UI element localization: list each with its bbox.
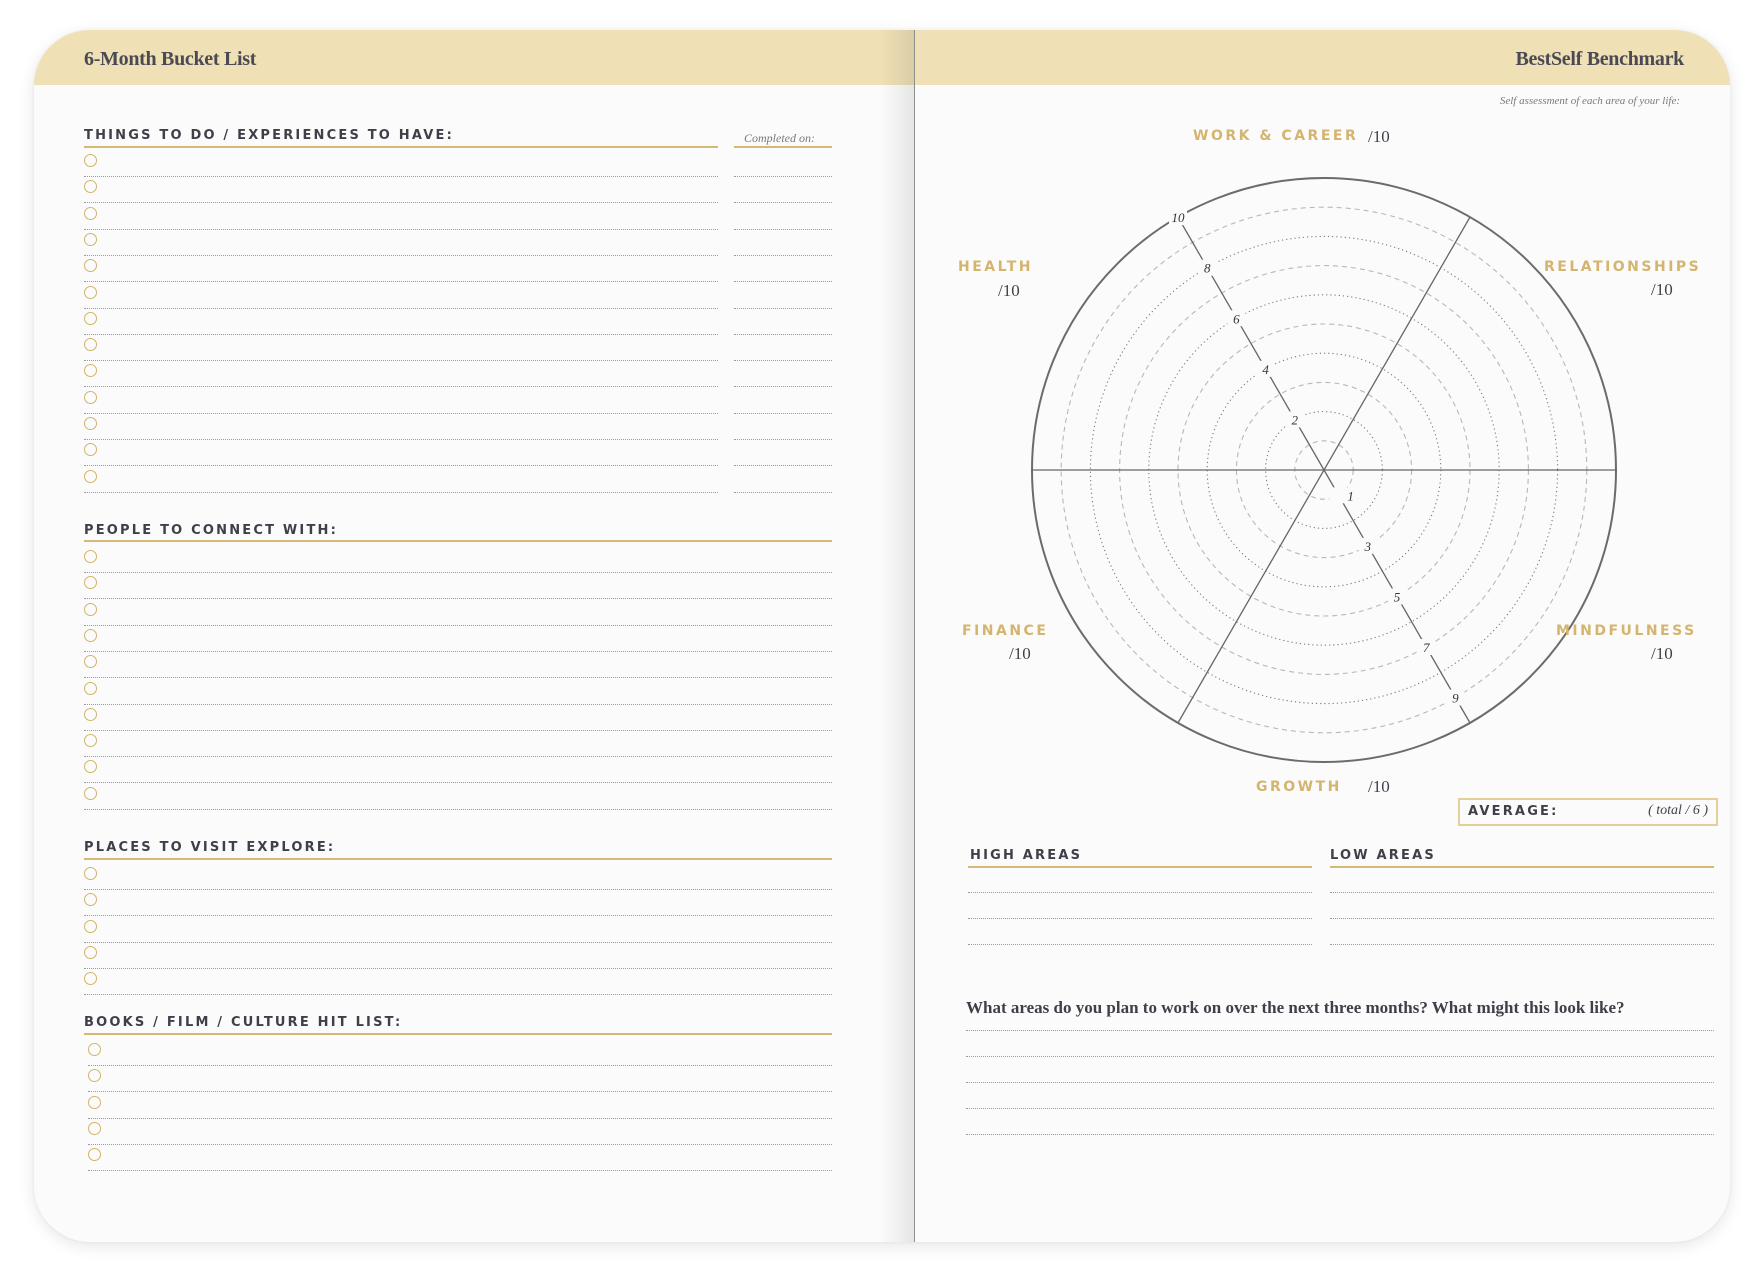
low-area-line[interactable] — [1330, 918, 1714, 919]
checkbox-circle[interactable] — [84, 946, 97, 959]
completed-on-label: Completed on: — [744, 131, 815, 145]
wheel-axis-upper-left — [1178, 217, 1324, 470]
completed-line — [734, 492, 832, 493]
checklist-row[interactable] — [84, 335, 832, 361]
scale-tick-9: 9 — [1452, 690, 1459, 706]
checkbox-circle[interactable] — [84, 391, 97, 404]
checkbox-circle[interactable] — [88, 1122, 101, 1135]
write-line — [84, 492, 718, 493]
section-rule — [84, 146, 718, 148]
scale-tick-6: 6 — [1233, 311, 1240, 327]
checklist-row[interactable] — [84, 600, 832, 626]
write-line — [84, 809, 832, 810]
wheel-label-health: HEALTH — [958, 259, 1033, 275]
checklist-row[interactable] — [84, 204, 832, 230]
checkbox-circle[interactable] — [84, 443, 97, 456]
checkbox-circle[interactable] — [84, 629, 97, 642]
answer-line[interactable] — [966, 1134, 1714, 1135]
life-wheel-chart — [1014, 160, 1634, 780]
checklist-row[interactable] — [84, 547, 832, 573]
checkbox-circle[interactable] — [88, 1096, 101, 1109]
score-finance: /10 — [1009, 644, 1031, 663]
checklist-row[interactable] — [84, 573, 832, 599]
checkbox-circle[interactable] — [84, 180, 97, 193]
checkbox-circle[interactable] — [84, 233, 97, 246]
checklist-row[interactable] — [84, 864, 832, 890]
wheel-label-work-career: WORK & CAREER — [1193, 128, 1359, 144]
section-title-things-to-do: THINGS TO DO / EXPERIENCES TO HAVE: — [84, 128, 454, 143]
checklist-row[interactable] — [84, 256, 832, 282]
checkbox-circle[interactable] — [84, 207, 97, 220]
checkbox-circle[interactable] — [84, 576, 97, 589]
checklist-row[interactable] — [84, 440, 832, 466]
checklist-row[interactable] — [84, 177, 832, 203]
score-work-career: /10 — [1368, 127, 1390, 146]
checklist-row[interactable] — [84, 917, 832, 943]
scale-tick-7: 7 — [1422, 640, 1430, 656]
page-header-band — [34, 30, 1730, 85]
checkbox-circle[interactable] — [84, 920, 97, 933]
spine-line — [914, 30, 915, 1242]
checkbox-circle[interactable] — [84, 867, 97, 880]
score-relationships: /10 — [1651, 280, 1673, 299]
wheel-label-mindfulness: MINDFULNESS — [1556, 623, 1697, 639]
answer-line[interactable] — [966, 1056, 1714, 1057]
scale-tick-1: 1 — [1347, 488, 1354, 504]
planning-question: What areas do you plan to work on over the next three months? What might this look like? — [966, 998, 1625, 1017]
checkbox-circle[interactable] — [84, 417, 97, 430]
checklist-row[interactable] — [84, 151, 832, 177]
checklist-row[interactable] — [84, 283, 832, 309]
high-area-line[interactable] — [968, 944, 1312, 945]
checkbox-circle[interactable] — [84, 682, 97, 695]
average-note: ( total / 6 ) — [1648, 803, 1708, 818]
section-title-books: BOOKS / FILM / CULTURE HIT LIST: — [84, 1015, 403, 1030]
score-mindfulness: /10 — [1651, 644, 1673, 663]
answer-line[interactable] — [966, 1030, 1714, 1031]
wheel-label-relationships: RELATIONSHIPS — [1544, 259, 1702, 275]
checklist-row[interactable] — [84, 943, 832, 969]
checkbox-circle[interactable] — [84, 972, 97, 985]
notebook-spread — [34, 30, 1730, 1242]
checklist-row[interactable] — [84, 414, 832, 440]
wheel-label-finance: FINANCE — [962, 623, 1049, 639]
scale-tick-8: 8 — [1203, 260, 1211, 276]
checkbox-circle[interactable] — [84, 550, 97, 563]
checkbox-circle[interactable] — [84, 286, 97, 299]
checkbox-circle[interactable] — [88, 1069, 101, 1082]
low-area-line[interactable] — [1330, 944, 1714, 945]
answer-line[interactable] — [966, 1082, 1714, 1083]
checklist-row[interactable] — [88, 1093, 832, 1119]
high-area-line[interactable] — [968, 918, 1312, 919]
checklist-row[interactable] — [84, 361, 832, 387]
checklist-row[interactable] — [84, 731, 832, 757]
checkbox-circle[interactable] — [84, 734, 97, 747]
high-area-line[interactable] — [968, 892, 1312, 893]
checkbox-circle[interactable] — [84, 603, 97, 616]
checkbox-circle[interactable] — [84, 154, 97, 167]
checklist-row[interactable] — [88, 1040, 832, 1066]
page-gutter — [880, 30, 914, 1242]
checkbox-circle[interactable] — [84, 655, 97, 668]
checklist-row[interactable] — [84, 969, 832, 995]
checklist-row[interactable] — [84, 652, 832, 678]
checklist-row[interactable] — [84, 890, 832, 916]
write-line — [84, 994, 832, 995]
left-page-title: 6-Month Bucket List — [84, 48, 257, 70]
checklist-row[interactable] — [84, 784, 832, 810]
checklist-row[interactable] — [84, 679, 832, 705]
low-area-line[interactable] — [1330, 892, 1714, 893]
checklist-row[interactable] — [88, 1119, 832, 1145]
benchmark-subtitle: Self assessment of each area of your life: — [1499, 95, 1680, 107]
checklist-row[interactable] — [84, 230, 832, 256]
checkbox-circle[interactable] — [88, 1043, 101, 1056]
checklist-row[interactable] — [88, 1145, 832, 1171]
scale-tick-5: 5 — [1393, 589, 1401, 605]
section-title-places: PLACES TO VISIT EXPLORE: — [84, 840, 336, 855]
section-rule — [84, 858, 832, 860]
checkbox-circle[interactable] — [84, 338, 97, 351]
checklist-row[interactable] — [84, 309, 832, 335]
checkbox-circle[interactable] — [84, 312, 97, 325]
average-box[interactable] — [1458, 798, 1718, 826]
answer-line[interactable] — [966, 1108, 1714, 1109]
checklist-row[interactable] — [84, 467, 832, 493]
low-areas-title: LOW AREAS — [1330, 848, 1436, 863]
scale-tick-2: 2 — [1291, 412, 1299, 428]
checklist-row[interactable] — [84, 705, 832, 731]
checklist-row[interactable] — [84, 388, 832, 414]
wheel-label-growth: GROWTH — [1256, 779, 1342, 795]
scale-tick-4: 4 — [1262, 361, 1269, 377]
section-title-people: PEOPLE TO CONNECT WITH: — [84, 523, 339, 538]
checklist-row[interactable] — [84, 757, 832, 783]
scale-tick-bg — [1330, 487, 1348, 503]
checkbox-circle[interactable] — [84, 760, 97, 773]
score-growth: /10 — [1368, 777, 1390, 796]
high-areas-title: HIGH AREAS — [970, 848, 1083, 863]
score-health: /10 — [998, 281, 1020, 300]
write-line — [88, 1170, 832, 1171]
checkbox-circle[interactable] — [88, 1148, 101, 1161]
completed-rule — [734, 146, 832, 148]
section-rule — [84, 540, 832, 542]
checkbox-circle[interactable] — [84, 893, 97, 906]
checkbox-circle[interactable] — [84, 708, 97, 721]
scale-tick-3: 3 — [1364, 538, 1372, 554]
section-rule — [968, 866, 1312, 868]
checkbox-circle[interactable] — [84, 470, 97, 483]
right-page-title: BestSelf Benchmark — [1515, 48, 1684, 70]
section-rule — [84, 1033, 832, 1035]
section-rule — [1330, 866, 1714, 868]
average-label: AVERAGE: — [1468, 804, 1559, 819]
checkbox-circle[interactable] — [84, 364, 97, 377]
checkbox-circle[interactable] — [84, 259, 97, 272]
checkbox-circle[interactable] — [84, 787, 97, 800]
checklist-row[interactable] — [88, 1066, 832, 1092]
checklist-row[interactable] — [84, 626, 832, 652]
scale-tick-10: 10 — [1171, 210, 1185, 226]
